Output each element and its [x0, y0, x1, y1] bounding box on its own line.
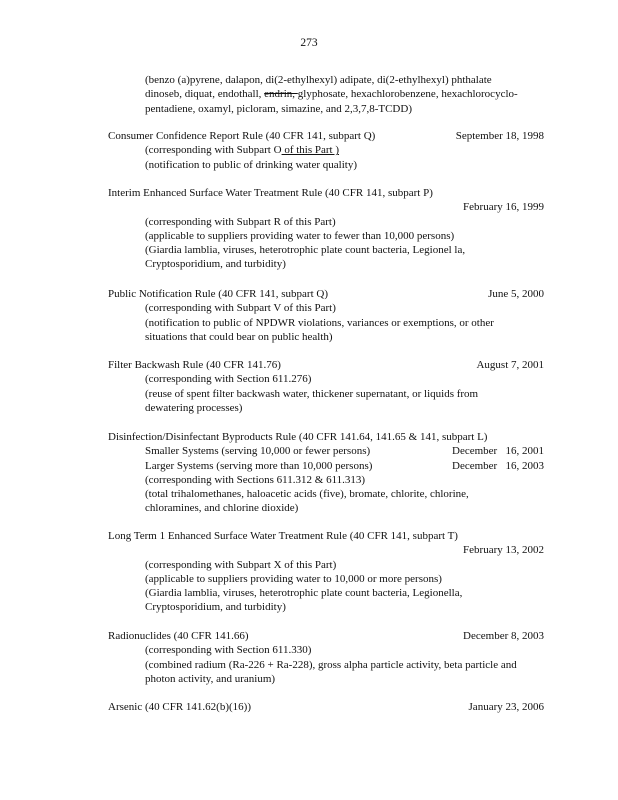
page-number: 273 [300, 37, 318, 49]
rule-note: (corresponding with Section 611.330) [145, 644, 312, 657]
date-day-year: 16, 2001 [505, 445, 544, 458]
rule-note: (combined radium (Ra-226 + Ra-228), gross alpha particle activity, beta particle and [145, 658, 517, 671]
intro-line [145, 87, 545, 101]
rule-note: (corresponding with Subpart X of this Part) [145, 558, 337, 571]
intro-continuation [145, 73, 545, 116]
intro-line: (benzo (a)pyrene, dalapon, di(2-ethylhexyl) adipate, di(2-ethylhexyl) phthalate [145, 74, 492, 86]
rule-note: (corresponding with Subpart O [145, 144, 282, 157]
rule-note-underlined: of this Part ) [281, 144, 340, 157]
rule-date: February 13, 2002 [463, 544, 544, 557]
rule-note: (notification to public of NPDWR violations, variances or exemptions, or other [145, 316, 494, 329]
rule-title: Radionuclides (40 CFR 141.66) [108, 630, 249, 642]
rule-title: Long Term 1 Enhanced Surface Water Treatment Rule (40 CFR 141, subpart T) [108, 530, 458, 542]
date-month: December [452, 445, 498, 458]
rule-note: (applicable to suppliers providing water to fewer than 10,000 persons) [145, 229, 455, 242]
rule-date [452, 444, 544, 458]
rule-date: August 7, 2001 [476, 359, 544, 371]
rule-entry-consumer-confidence [108, 129, 544, 172]
rule-entry-disinfection-byproducts [108, 430, 544, 516]
rule-date: January 23, 2006 [468, 701, 544, 713]
rule-date [452, 459, 544, 473]
rule-date: December 8, 2003 [463, 630, 544, 642]
rule-title: Interim Enhanced Surface Water Treatment Rule (40 CFR 141, subpart P) [108, 187, 433, 199]
rule-note: chloramines, and chlorine dioxide) [145, 502, 299, 515]
rule-note: (Giardia lamblia, viruses, heterotrophic plate count bacteria, Legionella, [145, 587, 463, 600]
rule-note: photon activity, and uranium) [145, 672, 276, 685]
rule-note: (notification to public of drinking water quality) [145, 158, 358, 171]
date-month: December [452, 459, 498, 472]
rule-title: Public Notification Rule (40 CFR 141, subpart Q) [108, 288, 328, 300]
rule-note: dewatering processes) [145, 401, 243, 414]
larger-systems-label: Larger Systems (serving more than 10,000 persons) [145, 459, 373, 472]
smaller-systems-label: Smaller Systems (serving 10,000 or fewer persons) [145, 445, 371, 458]
rule-note: Cryptosporidium, and turbidity) [145, 601, 286, 614]
rule-title: Consumer Confidence Report Rule (40 CFR 141, subpart Q) [108, 130, 376, 142]
rule-note: Cryptosporidium, and turbidity) [145, 258, 286, 271]
rule-note: (corresponding with Sections 611.312 & 611.313) [145, 473, 366, 486]
rule-entry-public-notification [108, 287, 544, 344]
intro-line-text: glyphosate, hexachlorobenzene, hexachlorocyclo- [297, 88, 518, 101]
rule-date: February 16, 1999 [463, 201, 544, 214]
struck-text: endrin, [264, 88, 298, 101]
rule-entry-radionuclides [108, 629, 544, 686]
rule-note: (corresponding with Subpart V of this Part) [145, 302, 336, 315]
rule-entry-filter-backwash [108, 358, 544, 415]
rule-note: (corresponding with Subpart R of this Part) [145, 215, 336, 228]
rule-title: Arsenic (40 CFR 141.62(b)(16)) [108, 701, 251, 713]
rule-date: September 18, 1998 [455, 130, 544, 142]
rule-note: (Giardia lamblia, viruses, heterotrophic plate count bacteria, Legionel la, [145, 244, 466, 257]
rule-note: (reuse of spent filter backwash water, thickener supernatant, or liquids from [145, 387, 479, 400]
rule-title: Filter Backwash Rule (40 CFR 141.76) [108, 359, 281, 371]
rule-entry-interim-enhanced [108, 186, 544, 272]
intro-line: pentadiene, oxamyl, picloram, simazine, and 2,3,7,8-TCDD) [145, 102, 412, 115]
rule-title: Disinfection/Disinfectant Byproducts Rule (40 CFR 141.64, 141.65 & 141, subpart L) [108, 431, 488, 443]
intro-line-text: dinoseb, diquat, endothall, [145, 88, 265, 101]
rule-note: (corresponding with Section 611.276) [145, 373, 312, 386]
rule-note: (total trihalomethanes, haloacetic acids (five), bromate, chlorite, chlorine, [145, 488, 469, 501]
date-day-year: 16, 2003 [505, 459, 544, 472]
rule-note: situations that could bear on public health) [145, 330, 333, 343]
rule-note: (applicable to suppliers providing water to 10,000 or more persons) [145, 572, 442, 585]
rule-date: June 5, 2000 [488, 288, 544, 300]
rule-entry-arsenic [108, 700, 544, 714]
rule-entry-long-term-1 [108, 529, 544, 615]
